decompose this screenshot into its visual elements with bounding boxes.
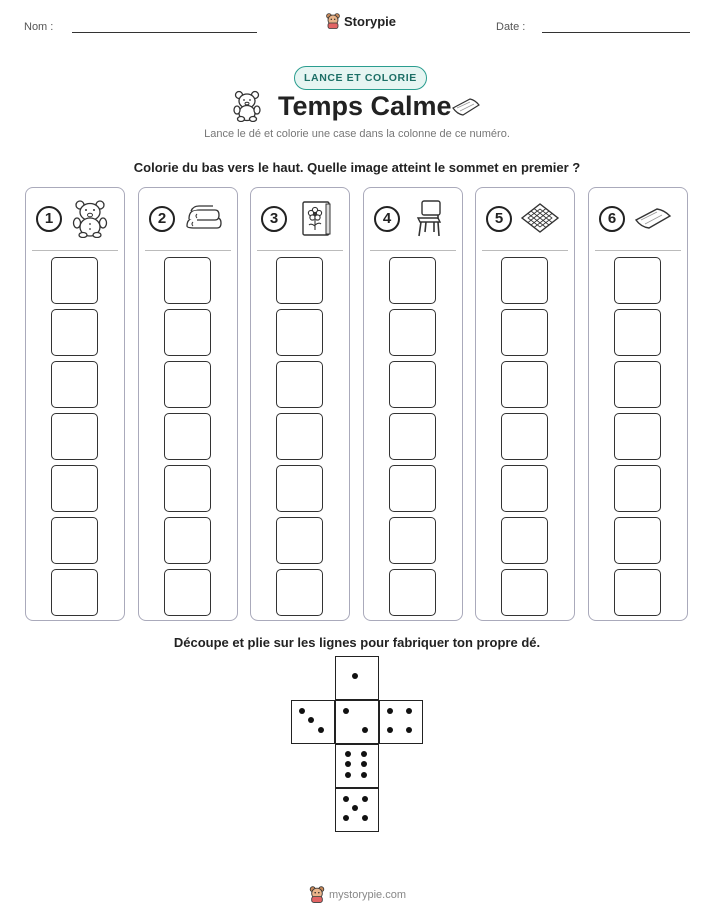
page-title: Temps Calme: [278, 91, 452, 121]
dice-pip: [361, 761, 367, 767]
teddy-bear-icon: [70, 198, 110, 238]
color-box[interactable]: [276, 309, 323, 356]
date-label: Date :: [496, 21, 526, 33]
color-box[interactable]: [614, 361, 661, 408]
color-box[interactable]: [164, 517, 211, 564]
dice-pip: [361, 772, 367, 778]
color-box[interactable]: [164, 257, 211, 304]
dice-pip: [406, 727, 412, 733]
rug-icon: [520, 198, 560, 238]
dice-instruction: Découpe et plie sur les lignes pour fabriquer ton propre dé.: [173, 635, 541, 650]
color-box[interactable]: [164, 361, 211, 408]
chair-icon: [408, 198, 448, 238]
dice-pip: [352, 805, 358, 811]
name-line[interactable]: [72, 32, 257, 33]
color-box[interactable]: [501, 569, 548, 616]
dice-pip: [362, 815, 368, 821]
column-4: [363, 187, 463, 621]
dice-pip: [299, 708, 305, 714]
color-box[interactable]: [389, 361, 436, 408]
color-box[interactable]: [276, 517, 323, 564]
color-box[interactable]: [51, 569, 98, 616]
color-box[interactable]: [501, 413, 548, 460]
column-number: 6: [599, 206, 625, 232]
brand-name: Storypie: [344, 13, 397, 29]
color-box[interactable]: [389, 309, 436, 356]
column-divider: [595, 250, 681, 251]
dice-pip: [345, 761, 351, 767]
color-box[interactable]: [164, 309, 211, 356]
color-box[interactable]: [276, 361, 323, 408]
color-box[interactable]: [501, 361, 548, 408]
color-box[interactable]: [389, 257, 436, 304]
column-number: 5: [486, 206, 512, 232]
dice-pip: [345, 751, 351, 757]
date-line[interactable]: [542, 32, 690, 33]
storypie-bear-icon: [326, 13, 340, 29]
dice-pip: [406, 708, 412, 714]
brand-logo: [326, 13, 396, 29]
column-number: 1: [36, 206, 62, 232]
column-header: [476, 188, 574, 250]
column-3: [250, 187, 350, 621]
color-box[interactable]: [51, 413, 98, 460]
color-box[interactable]: [51, 257, 98, 304]
color-box[interactable]: [501, 257, 548, 304]
color-box[interactable]: [51, 465, 98, 512]
column-header: [26, 188, 124, 250]
color-box[interactable]: [164, 465, 211, 512]
color-box[interactable]: [51, 309, 98, 356]
column-2: [138, 187, 238, 621]
column-header: [364, 188, 462, 250]
column-number: 3: [261, 206, 287, 232]
color-box[interactable]: [389, 569, 436, 616]
dice-pip: [387, 727, 393, 733]
pillow-icon: [633, 198, 673, 238]
column-number: 2: [149, 206, 175, 232]
color-box[interactable]: [164, 413, 211, 460]
column-header: [251, 188, 349, 250]
activity-badge: LANCE ET COLORIE: [294, 66, 427, 90]
pillow-icon: [450, 96, 482, 118]
column-divider: [32, 250, 118, 251]
dice-face-2: [335, 700, 379, 744]
dice-pip: [343, 708, 349, 714]
color-box[interactable]: [501, 465, 548, 512]
dice-face-4: [379, 700, 423, 744]
dice-pip: [362, 727, 368, 733]
teddy-bear-icon: [232, 90, 262, 122]
color-box[interactable]: [614, 413, 661, 460]
color-box[interactable]: [276, 413, 323, 460]
column-5: [475, 187, 575, 621]
page-subtitle: Lance le dé et colorie une case dans la colonne de ce numéro.: [204, 128, 510, 140]
column-header: [589, 188, 687, 250]
column-number: 4: [374, 206, 400, 232]
dice-pip: [362, 796, 368, 802]
dice-face-1: [335, 656, 379, 700]
color-box[interactable]: [164, 569, 211, 616]
storypie-bear-icon: [309, 886, 325, 903]
blanket-icon: [183, 198, 223, 238]
dice-face-5: [335, 788, 379, 832]
column-header: [139, 188, 237, 250]
column-divider: [482, 250, 568, 251]
color-box[interactable]: [501, 309, 548, 356]
color-box[interactable]: [614, 309, 661, 356]
color-box[interactable]: [614, 569, 661, 616]
name-label: Nom :: [24, 21, 54, 33]
color-box[interactable]: [614, 257, 661, 304]
dice-pip: [343, 815, 349, 821]
dice-pip: [318, 727, 324, 733]
footer-url: mystorypie.com: [329, 888, 407, 901]
dice-pip: [361, 751, 367, 757]
dice-pip: [343, 796, 349, 802]
color-box[interactable]: [614, 465, 661, 512]
color-box[interactable]: [276, 569, 323, 616]
dice-face-3: [291, 700, 335, 744]
column-divider: [257, 250, 343, 251]
column-6: [588, 187, 688, 621]
color-box[interactable]: [389, 413, 436, 460]
color-box[interactable]: [389, 465, 436, 512]
dice-net: [290, 656, 425, 836]
color-box[interactable]: [276, 257, 323, 304]
color-box[interactable]: [389, 517, 436, 564]
color-box[interactable]: [51, 517, 98, 564]
dice-pip: [352, 673, 358, 679]
footer: [309, 886, 406, 903]
color-box[interactable]: [51, 361, 98, 408]
color-box[interactable]: [614, 517, 661, 564]
color-box[interactable]: [276, 465, 323, 512]
board-instruction: Colorie du bas vers le haut. Quelle image atteint le sommet en premier ?: [133, 160, 581, 175]
column-divider: [145, 250, 231, 251]
dice-pip: [345, 772, 351, 778]
picture-book-icon: [295, 198, 335, 238]
color-box[interactable]: [501, 517, 548, 564]
dice-face-6: [335, 744, 379, 788]
column-1: [25, 187, 125, 621]
column-divider: [370, 250, 456, 251]
dice-pip: [308, 717, 314, 723]
dice-pip: [387, 708, 393, 714]
